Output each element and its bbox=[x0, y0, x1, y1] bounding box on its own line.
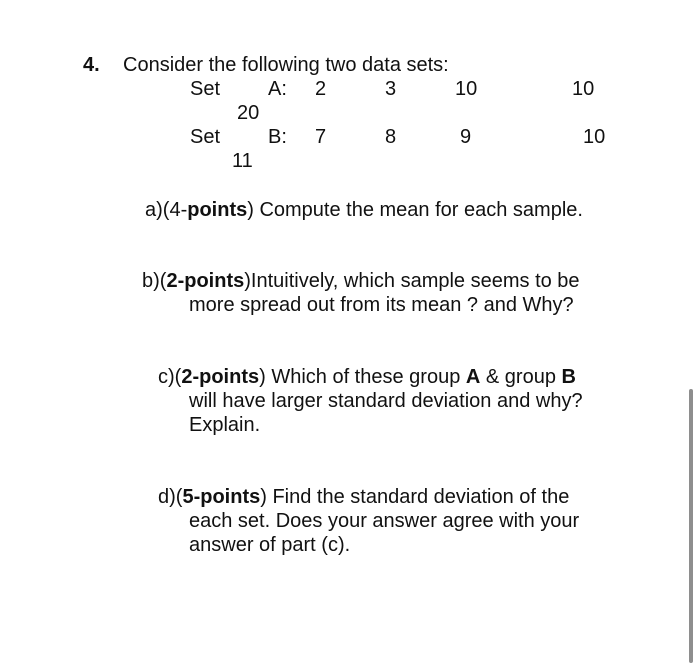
set-b-value: 7 bbox=[315, 126, 327, 148]
set-b-value: 10 bbox=[583, 126, 606, 148]
part-d-line-2: each set. Does your answer agree with your bbox=[189, 510, 580, 532]
set-b-label: Set bbox=[190, 126, 221, 148]
set-a-value: 20 bbox=[237, 102, 260, 124]
part-c-points: 2-points bbox=[181, 366, 260, 388]
set-a-label: Set bbox=[190, 78, 221, 100]
part-c-text: ) Which of these group bbox=[259, 366, 466, 388]
set-a-value: 10 bbox=[455, 78, 478, 100]
part-d-line-3: answer of part (c). bbox=[189, 534, 351, 556]
set-b-value: 8 bbox=[385, 126, 397, 148]
set-b-name: B: bbox=[268, 126, 287, 148]
part-c-group-b: B bbox=[561, 366, 576, 388]
part-c-group-a: A bbox=[465, 366, 481, 388]
part-d-line-1 bbox=[158, 485, 569, 509]
part-c-prefix: c)( bbox=[158, 366, 182, 388]
part-a-text: ) Compute the mean for each sample. bbox=[247, 199, 583, 221]
part-d-points: 5-points bbox=[182, 486, 261, 508]
part-a-prefix: a)(4- bbox=[145, 199, 188, 221]
part-c-line-2: will have larger standard deviation and why? bbox=[189, 390, 583, 412]
part-c-line-3: Explain. bbox=[189, 414, 261, 436]
part-a-points: points bbox=[187, 199, 248, 221]
set-a-value: 10 bbox=[572, 78, 595, 100]
set-a-value: 3 bbox=[385, 78, 397, 100]
part-c-amp: & group bbox=[480, 366, 562, 388]
set-b-value: 9 bbox=[460, 126, 472, 148]
part-d-text: ) Find the standard deviation of the bbox=[260, 486, 570, 508]
part-b-line-2: more spread out from its mean ? and Why? bbox=[189, 294, 574, 316]
question-number: 4. bbox=[83, 54, 100, 76]
set-b-value: 11 bbox=[232, 150, 253, 172]
set-a-value: 2 bbox=[315, 78, 327, 100]
part-b-text: )Intuitively, which sample seems to be bbox=[244, 270, 580, 292]
part-d-prefix: d)( bbox=[158, 486, 183, 508]
part-b-points: 2-points bbox=[166, 270, 245, 292]
part-b-prefix: b)( bbox=[142, 270, 167, 292]
part-c-line-1 bbox=[158, 365, 576, 389]
set-a-name: A: bbox=[268, 78, 287, 100]
part-a bbox=[145, 198, 583, 222]
part-b-line-1 bbox=[142, 269, 580, 293]
vertical-scrollbar[interactable] bbox=[689, 389, 693, 663]
question-prompt: Consider the following two data sets: bbox=[123, 54, 449, 76]
